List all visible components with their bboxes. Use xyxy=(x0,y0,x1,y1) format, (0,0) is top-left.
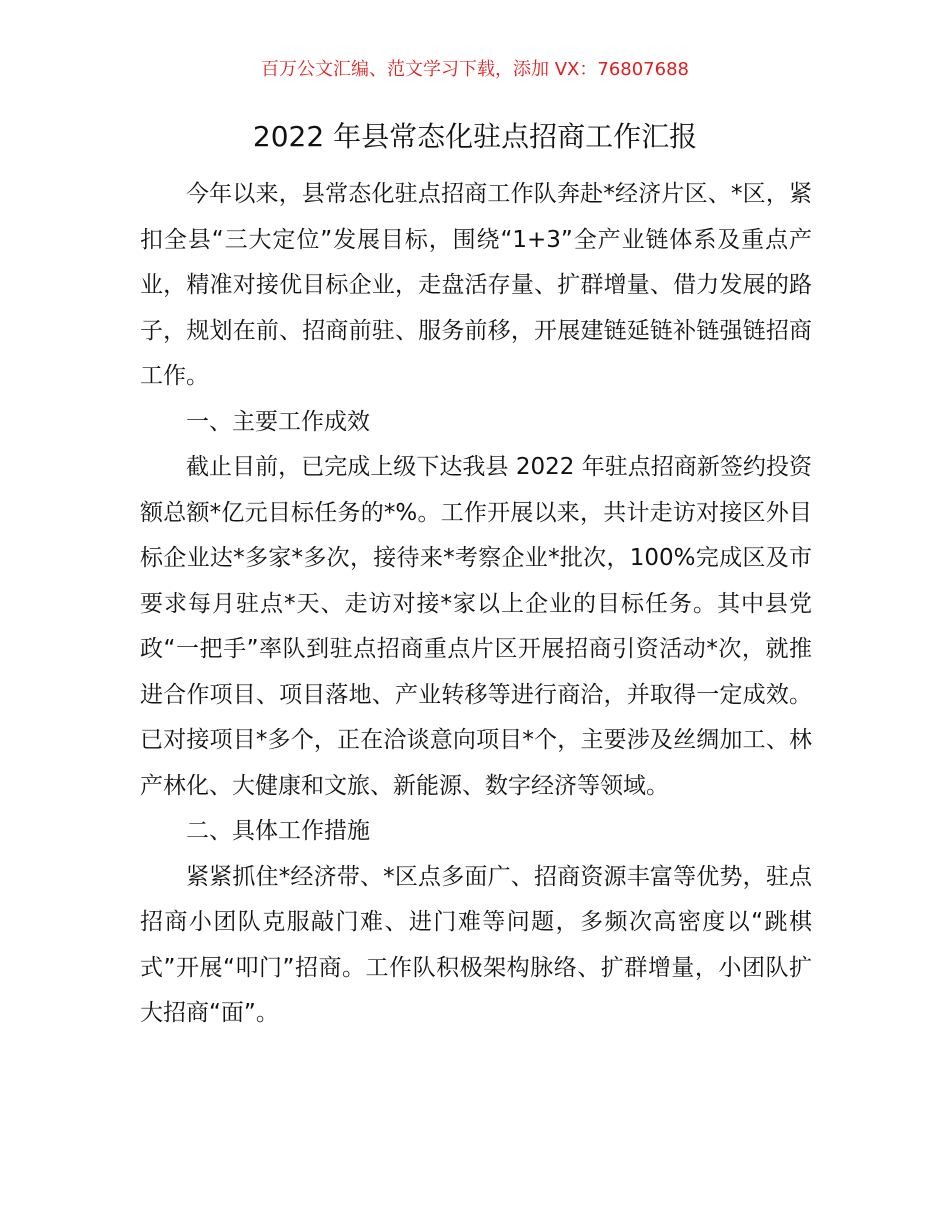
achievements-paragraph: 截止目前，已完成上级下达我县 2022 年驻点招商新签约投资额总额*亿元目标任务的*%。工作开展以来，共计走访对接区外目标企业达*多家*多次，接待来*考察企业*批次，100%完成区及市要求每月驻点*天、走访对接*家以上企业的目标任务。其中县党政“一把手”率队到驻点招商重点片区开展招商引资活动*次，就推进合作项目、项目落地、产业转移等进行商洽，并取得一定成效。已对接项目*多个，正在洽谈意向项目*个，主要涉及丝绸加工、林产林化、大健康和文旅、新能源、数字经济等领域。 xyxy=(140,454,812,799)
document-title: 2022 年县常态化驻点招商工作汇报 xyxy=(252,120,698,153)
measures-paragraph: 紧紧抓住*经济带、*区点多面广、招商资源丰富等优势，驻点招商小团队克服敲门难、进门难等问题，多频次高密度以“跳棋式”开展“叩门”招商。工作队积极架构脉络、扩群增量，小团队扩大招商“面”。 xyxy=(140,863,812,1026)
section-heading-measures: 二、具体工作措施 xyxy=(186,818,370,844)
document-body xyxy=(140,172,812,1037)
watermark-header: 百万公文汇编、范文学习下载，添加 VX：76807688 xyxy=(261,59,689,80)
intro-paragraph: 今年以来，县常态化驻点招商工作队奔赴*经济片区、*区，紧扣全县“三大定位”发展目标，围绕“1+3”全产业链体系及重点产业，精准对接优目标企业，走盘活存量、扩群增量、借力发展的路子，规划在前、招商前驻、服务前移，开展建链延链补链强链招商工作。 xyxy=(140,181,812,389)
section-heading-achievements: 一、主要工作成效 xyxy=(186,408,370,435)
